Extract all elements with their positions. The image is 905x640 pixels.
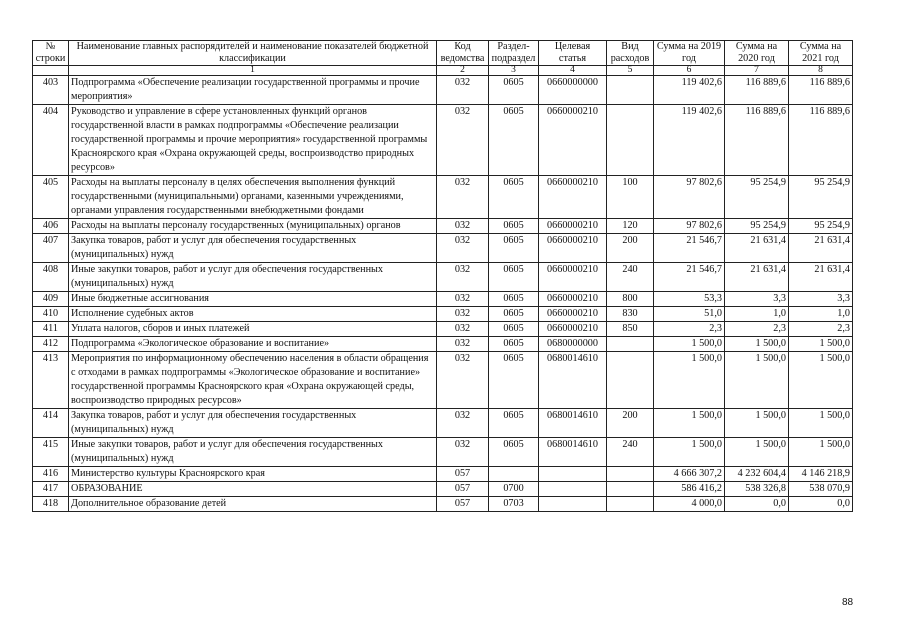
sum-2021: 21 631,4: [789, 234, 853, 263]
section-code: 0605: [489, 438, 539, 467]
header-dept-code: Код ведомства: [437, 41, 489, 66]
expense-type: 200: [607, 234, 654, 263]
sum-2019: 119 402,6: [654, 105, 725, 176]
expense-type: [607, 482, 654, 497]
dept-code: 032: [437, 219, 489, 234]
sum-2021: 116 889,6: [789, 105, 853, 176]
row-name: Подпрограмма «Экологическое образование и воспитание»: [69, 337, 437, 352]
table-row: [33, 352, 853, 409]
sum-2021: 4 146 218,9: [789, 467, 853, 482]
section-code: 0605: [489, 352, 539, 409]
target-article: 0660000210: [539, 234, 607, 263]
section-code: 0605: [489, 105, 539, 176]
sum-2021: 1 500,0: [789, 409, 853, 438]
expense-type: [607, 76, 654, 105]
section-code: 0605: [489, 176, 539, 219]
row-name: Расходы на выплаты персоналу государственных (муниципальных) органов: [69, 219, 437, 234]
section-code: [489, 467, 539, 482]
sum-2020: 1 500,0: [725, 337, 789, 352]
row-name: Расходы на выплаты персоналу в целях обеспечения выполнения функций государственными (муниципальными) органами, казенными учреждениями, органами управления государственными внебюджетными фондами: [69, 176, 437, 219]
row-name: Руководство и управление в сфере установленных функций органов государственной власти в рамках подпрограммы «Обеспечение реализации государственной программы и прочие мероприятия» государственной программы Красноярского края «Охрана окружающей среды, воспроизводство природных ресурсов»: [69, 105, 437, 176]
sum-2021: 1,0: [789, 307, 853, 322]
header-sum-2020: Сумма на 2020 год: [725, 41, 789, 66]
section-code: 0605: [489, 322, 539, 337]
table-row: [33, 219, 853, 234]
row-number: 403: [33, 76, 69, 105]
sum-2021: 2,3: [789, 322, 853, 337]
sum-2019: 4 666 307,2: [654, 467, 725, 482]
table-row: [33, 263, 853, 292]
sum-2020: 116 889,6: [725, 76, 789, 105]
dept-code: 032: [437, 76, 489, 105]
expense-type: [607, 337, 654, 352]
table-row: [33, 322, 853, 337]
column-number: 4: [539, 66, 607, 76]
row-name: ОБРАЗОВАНИЕ: [69, 482, 437, 497]
column-number: 1: [69, 66, 437, 76]
expense-type: 830: [607, 307, 654, 322]
table-row: [33, 105, 853, 176]
row-name: Мероприятия по информационному обеспечению населения в области обращения с отходами в рамках подпрограммы «Экологическое образование и воспитание» государственной программы Красноярского края «Охрана окружающей среды, воспроизводство природных ресурсов»: [69, 352, 437, 409]
column-number: 5: [607, 66, 654, 76]
sum-2020: 3,3: [725, 292, 789, 307]
row-number: 411: [33, 322, 69, 337]
column-number: [33, 66, 69, 76]
dept-code: 032: [437, 337, 489, 352]
expense-type: [607, 467, 654, 482]
dept-code: 032: [437, 176, 489, 219]
target-article: [539, 482, 607, 497]
header-sum-2019: Сумма на 2019 год: [654, 41, 725, 66]
sum-2020: 1 500,0: [725, 352, 789, 409]
sum-2020: 2,3: [725, 322, 789, 337]
row-name: Дополнительное образование детей: [69, 497, 437, 512]
target-article: 0680000000: [539, 337, 607, 352]
section-code: 0605: [489, 292, 539, 307]
sum-2020: 1 500,0: [725, 438, 789, 467]
sum-2021: 538 070,9: [789, 482, 853, 497]
target-article: 0660000210: [539, 105, 607, 176]
table-row: [33, 337, 853, 352]
sum-2019: 1 500,0: [654, 438, 725, 467]
sum-2019: 4 000,0: [654, 497, 725, 512]
header-sum-2021: Сумма на 2021 год: [789, 41, 853, 66]
target-article: 0660000210: [539, 176, 607, 219]
target-article: 0680014610: [539, 352, 607, 409]
dept-code: 032: [437, 352, 489, 409]
sum-2021: 116 889,6: [789, 76, 853, 105]
sum-2020: 1 500,0: [725, 409, 789, 438]
column-number: 8: [789, 66, 853, 76]
sum-2020: 4 232 604,4: [725, 467, 789, 482]
target-article: [539, 467, 607, 482]
section-code: 0605: [489, 337, 539, 352]
row-number: 412: [33, 337, 69, 352]
column-number: 2: [437, 66, 489, 76]
sum-2021: 0,0: [789, 497, 853, 512]
sum-2021: 1 500,0: [789, 438, 853, 467]
row-number: 406: [33, 219, 69, 234]
table-row: [33, 234, 853, 263]
budget-table: [32, 40, 853, 512]
page-number: 88: [842, 597, 854, 608]
header-name: Наименование главных распорядителей и наименование показателей бюджетной классификации: [69, 41, 437, 66]
column-number: 3: [489, 66, 539, 76]
row-name: Иные бюджетные ассигнования: [69, 292, 437, 307]
row-number: 410: [33, 307, 69, 322]
expense-type: 800: [607, 292, 654, 307]
row-name: Иные закупки товаров, работ и услуг для обеспечения государственных (муниципальных) нужд: [69, 263, 437, 292]
header-expense-type: Вид расходов: [607, 41, 654, 66]
dept-code: 032: [437, 409, 489, 438]
dept-code: 057: [437, 467, 489, 482]
section-code: 0605: [489, 234, 539, 263]
section-code: 0605: [489, 263, 539, 292]
target-article: 0660000210: [539, 322, 607, 337]
expense-type: 120: [607, 219, 654, 234]
sum-2020: 95 254,9: [725, 219, 789, 234]
table-row: [33, 409, 853, 438]
column-number: 6: [654, 66, 725, 76]
sum-2019: 53,3: [654, 292, 725, 307]
row-number: 416: [33, 467, 69, 482]
sum-2020: 1,0: [725, 307, 789, 322]
sum-2021: 1 500,0: [789, 352, 853, 409]
table-row: [33, 292, 853, 307]
sum-2019: 586 416,2: [654, 482, 725, 497]
expense-type: 240: [607, 263, 654, 292]
sum-2019: 1 500,0: [654, 409, 725, 438]
expense-type: [607, 352, 654, 409]
target-article: 0680014610: [539, 409, 607, 438]
sum-2019: 97 802,6: [654, 176, 725, 219]
row-number: 409: [33, 292, 69, 307]
row-number: 405: [33, 176, 69, 219]
row-name: Министерство культуры Красноярского края: [69, 467, 437, 482]
sum-2020: 116 889,6: [725, 105, 789, 176]
row-name: Уплата налогов, сборов и иных платежей: [69, 322, 437, 337]
dept-code: 032: [437, 292, 489, 307]
row-number: 414: [33, 409, 69, 438]
table-row: [33, 467, 853, 482]
expense-type: 240: [607, 438, 654, 467]
table-row: [33, 497, 853, 512]
expense-type: [607, 497, 654, 512]
section-code: 0605: [489, 219, 539, 234]
section-code: 0605: [489, 409, 539, 438]
target-article: [539, 497, 607, 512]
row-name: Подпрограмма «Обеспечение реализации государственной программы и прочие мероприятия»: [69, 76, 437, 105]
target-article: 0680014610: [539, 438, 607, 467]
sum-2020: 0,0: [725, 497, 789, 512]
dept-code: 032: [437, 307, 489, 322]
target-article: 0660000210: [539, 307, 607, 322]
sum-2019: 21 546,7: [654, 263, 725, 292]
row-number: 413: [33, 352, 69, 409]
dept-code: 057: [437, 497, 489, 512]
sum-2019: 97 802,6: [654, 219, 725, 234]
row-number: 404: [33, 105, 69, 176]
row-name: Закупка товаров, работ и услуг для обеспечения государственных (муниципальных) нужд: [69, 409, 437, 438]
sum-2020: 21 631,4: [725, 234, 789, 263]
row-number: 407: [33, 234, 69, 263]
header-section: Раздел-подраздел: [489, 41, 539, 66]
sum-2021: 21 631,4: [789, 263, 853, 292]
sum-2021: 95 254,9: [789, 176, 853, 219]
sum-2019: 21 546,7: [654, 234, 725, 263]
row-number: 408: [33, 263, 69, 292]
header-target-article: Целевая статья: [539, 41, 607, 66]
target-article: 0660000210: [539, 263, 607, 292]
table-row: [33, 307, 853, 322]
dept-code: 032: [437, 322, 489, 337]
header-row-number: № строки: [33, 41, 69, 66]
section-code: 0605: [489, 76, 539, 105]
section-code: 0703: [489, 497, 539, 512]
row-name: Закупка товаров, работ и услуг для обеспечения государственных (муниципальных) нужд: [69, 234, 437, 263]
sum-2019: 2,3: [654, 322, 725, 337]
sum-2019: 51,0: [654, 307, 725, 322]
sum-2021: 3,3: [789, 292, 853, 307]
sum-2020: 538 326,8: [725, 482, 789, 497]
row-name: Исполнение судебных актов: [69, 307, 437, 322]
dept-code: 057: [437, 482, 489, 497]
sum-2021: 95 254,9: [789, 219, 853, 234]
expense-type: 100: [607, 176, 654, 219]
column-number-row: [33, 66, 853, 76]
expense-type: [607, 105, 654, 176]
section-code: 0700: [489, 482, 539, 497]
sum-2019: 1 500,0: [654, 352, 725, 409]
table-row: [33, 482, 853, 497]
sum-2019: 1 500,0: [654, 337, 725, 352]
row-name: Иные закупки товаров, работ и услуг для обеспечения государственных (муниципальных) нужд: [69, 438, 437, 467]
row-number: 418: [33, 497, 69, 512]
header-row: [33, 41, 853, 66]
expense-type: 200: [607, 409, 654, 438]
target-article: 0660000210: [539, 219, 607, 234]
dept-code: 032: [437, 263, 489, 292]
table-row: [33, 438, 853, 467]
sum-2019: 119 402,6: [654, 76, 725, 105]
expense-type: 850: [607, 322, 654, 337]
sum-2021: 1 500,0: [789, 337, 853, 352]
dept-code: 032: [437, 234, 489, 263]
row-number: 417: [33, 482, 69, 497]
dept-code: 032: [437, 438, 489, 467]
sum-2020: 95 254,9: [725, 176, 789, 219]
table-row: [33, 176, 853, 219]
target-article: 0660000000: [539, 76, 607, 105]
sum-2020: 21 631,4: [725, 263, 789, 292]
target-article: 0660000210: [539, 292, 607, 307]
section-code: 0605: [489, 307, 539, 322]
row-number: 415: [33, 438, 69, 467]
dept-code: 032: [437, 105, 489, 176]
table-row: [33, 76, 853, 105]
column-number: 7: [725, 66, 789, 76]
